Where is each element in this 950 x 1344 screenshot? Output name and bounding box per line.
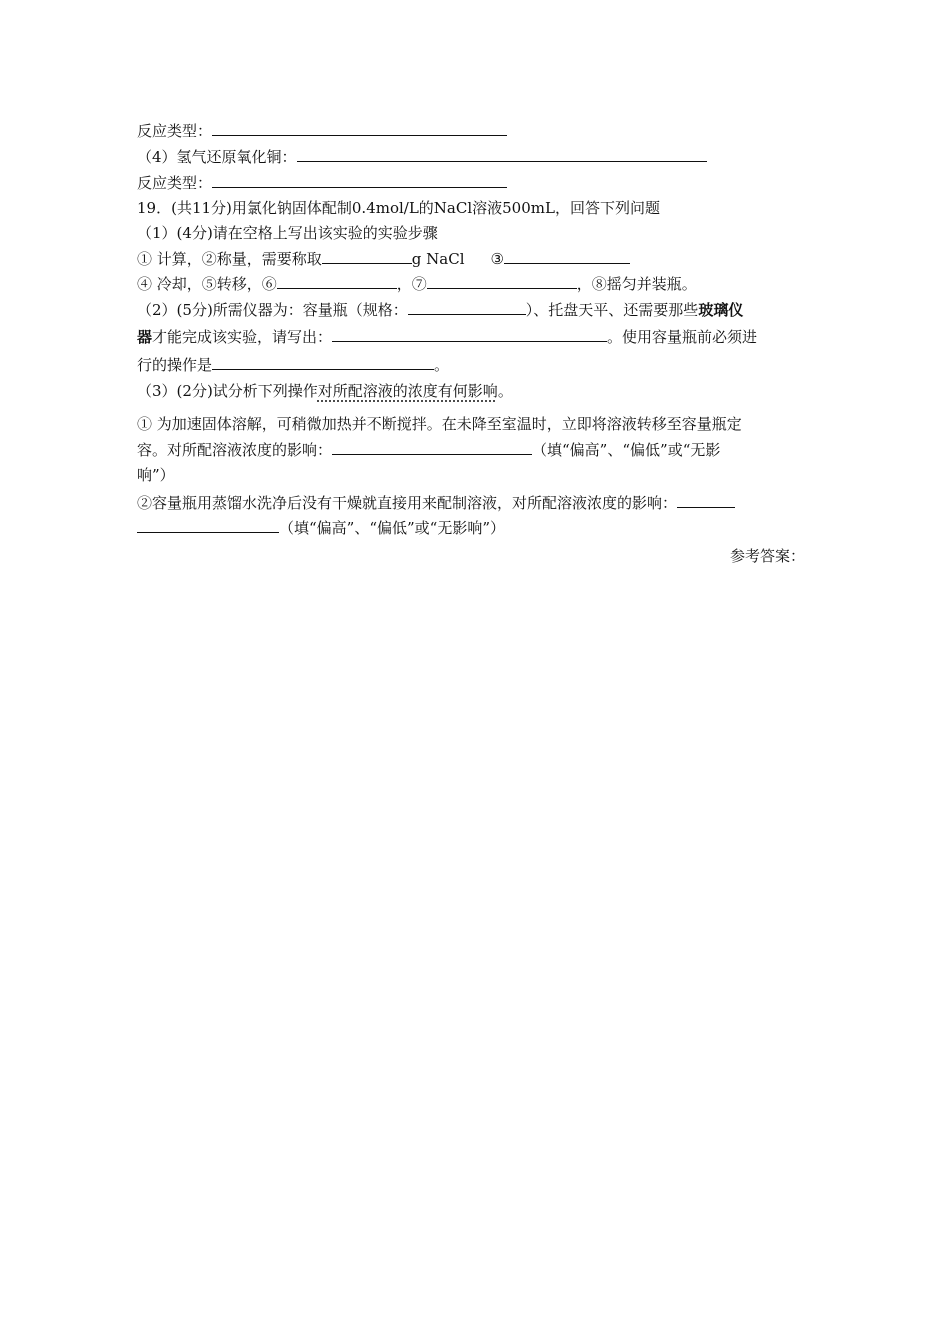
emphasis-text: 玻璃仪 — [698, 301, 744, 319]
subquestion-2-line-1: （2）(5分)所需仪器为：容量瓶（规格： ）、托盘天平、还需要那些玻璃仪 — [137, 301, 744, 319]
answer-blank[interactable] — [212, 172, 507, 188]
effect-blank-2b[interactable] — [137, 517, 279, 533]
reaction-type-line-1: 反应类型： — [137, 120, 507, 142]
item-2-line-1: ②容量瓶用蒸馏水洗净后没有干燥就直接用来配制溶液，对所配溶液浓度的影响： — [137, 492, 735, 514]
item-2-line-2: （填“偏高”、“偏低”或“无影响”） — [137, 517, 505, 539]
question-19-title: 19．(共11分)用氯化钠固体配制0.4mol/L的NaCl溶液500mL，回答下列问题 — [137, 199, 660, 217]
subquestion-2-line-3: 行的操作是 。 — [137, 356, 450, 374]
effect-blank-1[interactable] — [332, 439, 532, 455]
step-7-blank[interactable] — [427, 273, 577, 289]
item-1-line-1: ① 为加速固体溶解，可稍微加热并不断搅拌。在未降至室温时，立即将溶液转移至容量瓶定 — [137, 415, 742, 433]
step-3-blank[interactable] — [504, 248, 630, 264]
steps-line-2: ④ 冷却，⑤转移，⑥ ，⑦ ，⑧摇匀并装瓶。 — [137, 275, 697, 293]
hydrogen-reduction-line: （4）氢气还原氧化铜： — [137, 146, 707, 168]
emphasis-text: 器 — [137, 328, 153, 346]
reaction-type-line-2: 反应类型： — [137, 172, 507, 194]
flask-spec-blank[interactable] — [408, 299, 526, 315]
answer-blank[interactable] — [297, 146, 707, 162]
subquestion-2-line-2: 器才能完成该实验，请写出： 。使用容量瓶前必须进 — [137, 328, 758, 346]
mass-blank[interactable] — [322, 248, 412, 264]
glassware-blank[interactable] — [332, 326, 607, 342]
subquestion-1: （1）(4分)请在空格上写出该实验的实验步骤 — [137, 224, 438, 242]
item-1-line-2: 容。对所配溶液浓度的影响： （填“偏高”、“偏低”或“无影 — [137, 441, 721, 459]
step-6-blank[interactable] — [277, 273, 397, 289]
effect-blank-2a[interactable] — [677, 492, 735, 508]
answer-blank[interactable] — [212, 120, 507, 136]
emphasis-dotted-text: 对所配溶液的浓度有何影响 — [317, 382, 498, 400]
operation-blank[interactable] — [212, 354, 434, 370]
reference-answer-heading: 参考答案： — [729, 547, 805, 565]
item-1-line-3: 响”） — [137, 466, 175, 484]
steps-line-1: ① 计算，②称量，需要称取 g NaCl ③ — [137, 248, 630, 270]
subquestion-3: （3）(2分)试分析下列操作对所配溶液的浓度有何影响。 — [137, 382, 513, 400]
